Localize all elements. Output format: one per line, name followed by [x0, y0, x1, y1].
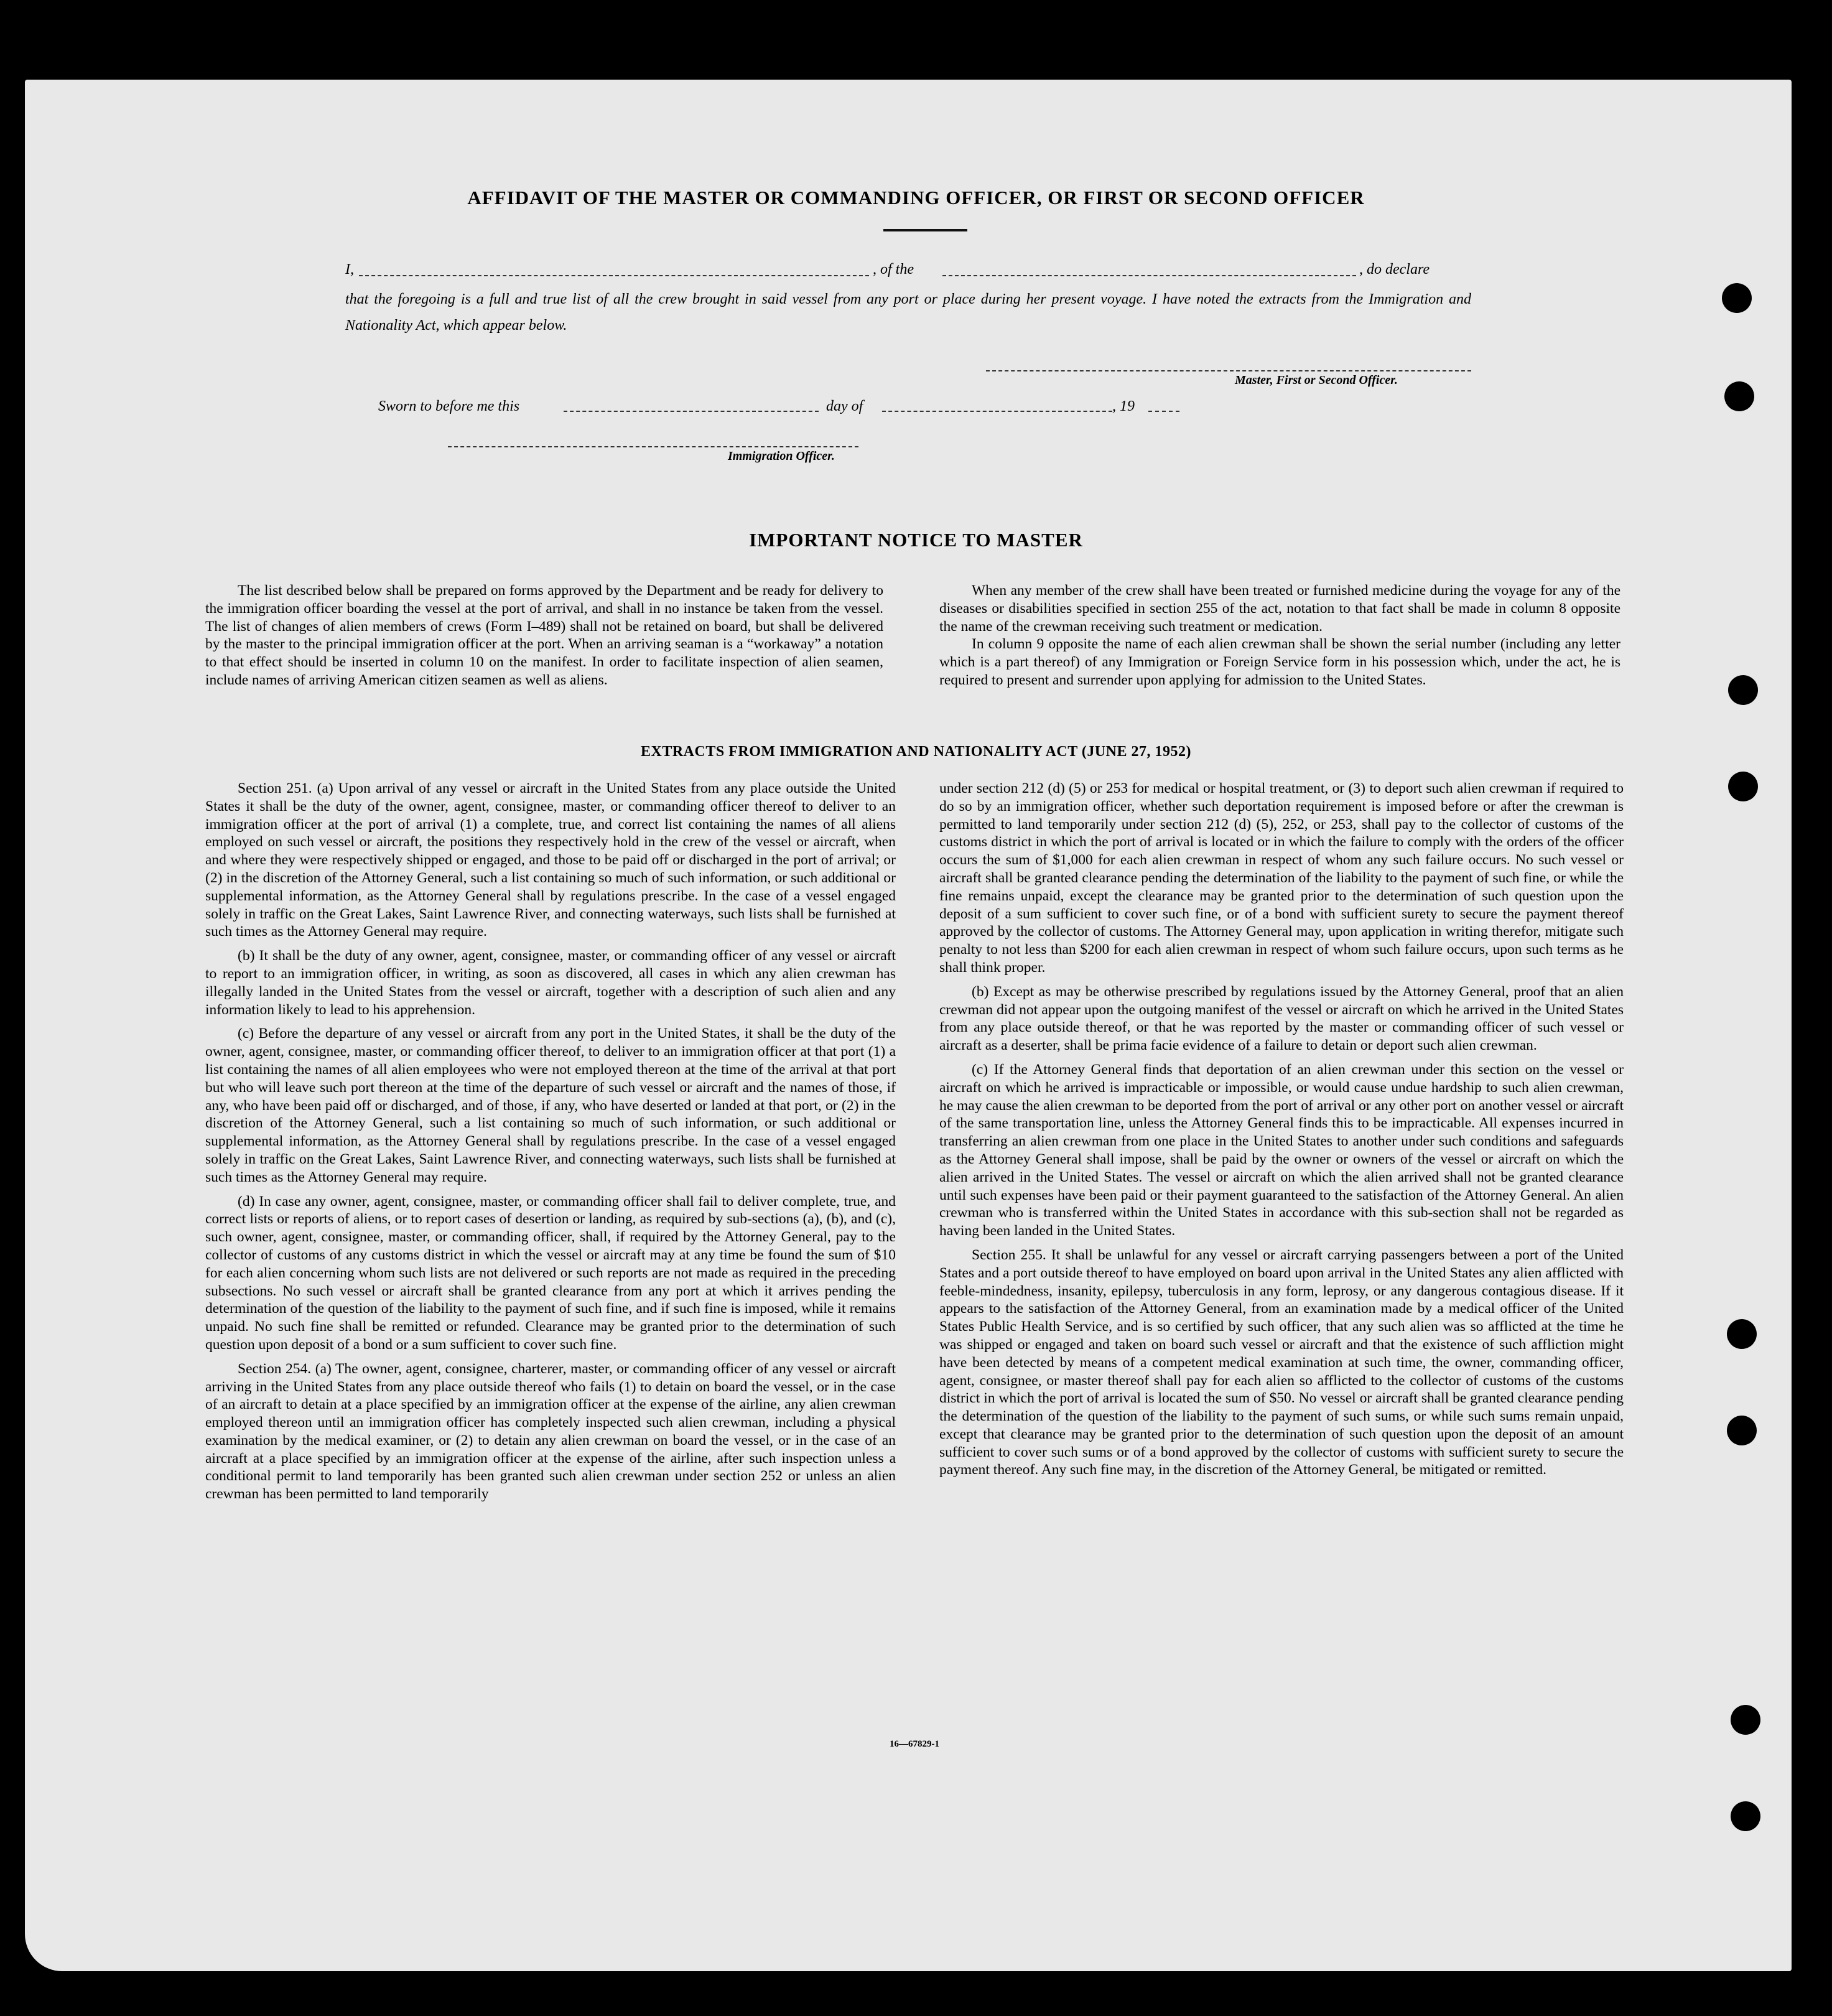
signature-label: Master, First or Second Officer. — [1235, 373, 1398, 387]
title-divider — [883, 229, 967, 231]
year-label: , 19 — [1112, 398, 1135, 414]
notice-paragraph: In column 9 opposite the name of each alien crewman shall be shown the serial number (including any letter which is a part thereof) of any Immigration or Foreign Service form in his possession which, under the act, he is required to present and surrender upon applying for admission to the United States. — [939, 636, 1620, 688]
form-number: 16—67829-1 — [890, 1739, 939, 1749]
extract-paragraph: under section 212 (d) (5) or 253 for medical or hospital treatment, or (3) to deport such alien crewman if required to do so by an immigration officer, whether such deportation requirement is imposed before or after the crewman is permitted to land temporarily under section 212 (d) (5), 252, or 253, shall pay to the collector of customs of the customs district in which the port of arrival is located or in which the failure to comply with the orders of the officer occurs the sum of $1,000 for each alien crewman in respect of whom any such failure occurs. No such vessel or aircraft shall be granted clearance pending the determination of the liability to the payment of such fine, or while the fine remains unpaid, except the clearance may be granted prior to the determination of such question upon the deposit of a sum sufficient to cover such fine, or of a bond with sufficient surety to secure the payment thereof approved by the collector of customs. The Attorney General may, upon application in writing therefor, mitigate such penalty to not less than $200 for each alien crewman in respect of whom such failure occurs, upon such terms as he shall think proper. — [939, 780, 1624, 976]
extract-paragraph: Section 254. (a) The owner, agent, consignee, charterer, master, or commanding officer of any vessel or aircraft arriving in the United States from any place outside thereof who fails (1) to detain on board the vessel, or in the case of an aircraft to detain at a place specified by an immigration officer at the expense of the airline, any alien crewman employed thereon until an immigration officer has completely inspected such alien crewman, including a physical examination by the medical examiner, or (2) to detain any alien crewman on board the vessel, or in the case of an aircraft at a place specified by an immigration officer at the expense of the airline, after such inspection unless a conditional permit to land temporarily has been granted such alien crewman under section 252 or unless an alien crewman has been permitted to land temporarily — [205, 1360, 896, 1503]
extract-paragraph: (b) It shall be the duty of any owner, agent, consignee, master, or commanding officer of any vessel or aircraft to report to an immigration officer, in writing, as soon as discovered, all cases in which any alien crewman has illegally landed in the United States from the vessel or aircraft, together with a description of such alien and any information likely to lead to his apprehension. — [205, 948, 896, 1018]
punch-hole — [1731, 1705, 1760, 1735]
date-field[interactable] — [564, 398, 819, 412]
notice-left-column — [205, 582, 883, 689]
year-field[interactable] — [1148, 398, 1179, 412]
punch-hole — [1728, 772, 1758, 801]
extract-paragraph: (c) If the Attorney General finds that deportation of an alien crewman under this section on the vessel or aircraft on which he arrived is impracticable or impossible, or would cause undue hardship to such alien crewman, he may cause the alien crewman to be deported from the port of arrival or any other port on another vessel or aircraft of the same transportation line, unless the Attorney General finds this to be impracticable. All expenses incurred in transferring an alien crewman from one place in the United States to another under such conditions and safeguards as the Attorney General shall impose, shall be paid by the owner or owners of the vessel or aircraft on which the alien arrived in the United States. The vessel or aircraft on which the alien arrived shall not be granted clearance until such expenses have been paid or their payment guaranteed to the satisfaction of the Attorney General. An alien crewman who is transferred within the United States in accordance with this sub-section shall not be regarded as having been landed in the United States. — [939, 1061, 1624, 1239]
punch-hole — [1724, 381, 1754, 411]
punch-hole — [1722, 283, 1752, 313]
notice-title: IMPORTANT NOTICE TO MASTER — [749, 529, 1083, 551]
sworn-label: Sworn to before me this — [378, 398, 520, 414]
extracts-title: EXTRACTS FROM IMMIGRATION AND NATIONALITY ACT (JUNE 27, 1952) — [641, 744, 1191, 760]
declaration-line — [345, 261, 1471, 286]
immigration-officer-field[interactable] — [448, 432, 858, 447]
extract-paragraph: (c) Before the departure of any vessel or aircraft from any port in the United States, it shall be the duty of the owner, agent, consignee, master, or commanding officer thereof, to deliver to an immigration officer at that port (1) a list containing the names of all alien employees who were not employed thereon at the time of the arrival at that port but who will leave such port thereon at the time of the departure of such vessel or aircraft and the names of those, if any, who have been paid off or discharged, and of those, if any, who have deserted or landed at that port, or (2) in the discretion of the Attorney General, such a list containing so much of such information, or such additional or supplemental information, as the Attorney General shall by regulations prescribe. In the case of a vessel engaged solely in traffic on the Great Lakes, Saint Lawrence River, and connecting waterways, such lists shall be furnished at such times as the Attorney General may require. — [205, 1025, 896, 1185]
extract-paragraph: (d) In case any owner, agent, consignee, master, or commanding officer shall fail to deliver complete, true, and correct lists or reports of aliens, or to report cases of desertion or landing, as required by sub-sections (a), (b), and (c), such owner, agent, consignee, master, or commanding officer, shall, if required by the Attorney General, pay to the collector of customs of any customs district in which the vessel or aircraft may at any time be found the sum of $10 for each alien concerning whom such lists are not delivered or such reports are not made as required in the preceding subsections. No such vessel or aircraft shall be granted clearance from any port at which it arrives pending the determination of the question of the liability to the payment of such fine, and if such fine is imposed, while it remains unpaid. No such fine shall be remitted or refunded. Clearance may be granted prior to the determination of such question upon deposit of a bond or a sum sufficient to cover such fine. — [205, 1193, 896, 1353]
declaration-text: that the foregoing is a full and true list of all the crew brought in said vessel from any port or place during her present voyage. I have noted the extracts from the Immigration and Nationality Act, which appear below. — [345, 291, 1471, 334]
extract-paragraph: Section 251. (a) Upon arrival of any vessel or aircraft in the United States from any place outside the United States it shall be the duty of the owner, agent, consignee, master, or commanding officer thereof to deliver to an immigration officer at the port of arrival (1) a complete, true, and correct list containing the names of all aliens employed on such vessel or aircraft, the positions they respectively hold in the crew of the vessel or aircraft, when and where they were respectively shipped or engaged, and those to be paid off or discharged in the port of arrival; or (2) in the discretion of the Attorney General, such a list containing so much of such information, or such additional or supplemental information, as the Attorney General shall by regulations prescribe. In the case of a vessel engaged solely in traffic on the Great Lakes, Saint Lawrence River, and connecting waterways, such lists shall be furnished at such times as the Attorney General may require. — [205, 780, 896, 940]
extract-paragraph: Section 255. It shall be unlawful for any vessel or aircraft carrying passengers between a port of the United States and a port outside thereof to have employed on board upon arrival in the United States any alien afflicted with feeble-mindedness, insanity, epilepsy, tuberculosis in any form, leprosy, or any dangerous contagious disease. If it appears to the satisfaction of the Attorney General, from an examination made by a medical officer of the United States Public Health Service, and is so certified by such officer, that any such alien was so afflicted at the time he was shipped or engaged and taken on board such vessel or aircraft and that the existence of such affliction might have been detected by means of a competent medical examination at such time, the owner, commanding officer, agent, consignee, or master thereof shall pay for each alien so afflicted to the collector of customs of the customs district in which the port of arrival is located the sum of $50. No vessel or aircraft shall be granted clearance pending the determination of the question of the liability to the payment of such sums, or while such sums remain unpaid, except that clearance may be granted prior to the determination of such question upon the deposit of an amount sufficient to cover such sums or of a bond approved by the collector of customs with sufficient surety to secure the payment thereof. Any such fine may, in the discretion of the Attorney General, be mitigated or remitted. — [939, 1246, 1624, 1478]
punch-hole — [1731, 1801, 1760, 1831]
affidavit-title: AFFIDAVIT OF THE MASTER OR COMMANDING OFFICER, OR FIRST OR SECOND OFFICER — [467, 187, 1365, 208]
notice-paragraph: The list described below shall be prepared on forms approved by the Department and be ready for delivery to the immigration officer boarding the vessel at the port of arrival, and shall in no instance be taken from the vessel. The list of changes of alien members of crews (Form I–489) shall not be retained on board, but shall be delivered by the master to the principal immigration officer at the port. When an arriving seaman is a “workaway” a notation to that effect should be inserted in column 10 on the manifest. In order to facilitate inspection of alien seamen, include names of arriving American citizen seamen as well as aliens. — [205, 582, 883, 688]
extract-paragraph: (b) Except as may be otherwise prescribed by regulations issued by the Attorney General, proof that an alien crewman did not appear upon the outgoing manifest of the vessel or aircraft on which he arrived in the United States from any place outside thereof, or that he was reported by the master or commanding officer of such vessel or aircraft as a deserter, shall be prima facie evidence of a failure to detain or deport such alien crewman. — [939, 983, 1624, 1054]
notice-right-column — [939, 582, 1620, 689]
notice-paragraph: When any member of the crew shall have been treated or furnished medicine during the voyage for any of the diseases or disabilities specified in section 255 of the act, notation to that fact shall be made in column 8 opposite the name of the crewman receiving such treatment or medication. — [939, 582, 1620, 635]
do-declare-label: , do declare — [1359, 261, 1430, 278]
i-label: I, — [345, 261, 354, 278]
extracts-right-column — [939, 780, 1624, 1485]
signature-field[interactable] — [986, 358, 1471, 371]
of-the-label: , of the — [873, 261, 914, 278]
month-field[interactable] — [882, 398, 1112, 412]
punch-hole — [1727, 1319, 1757, 1349]
vessel-field[interactable] — [942, 261, 1356, 276]
day-of-label: day of — [826, 398, 863, 414]
punch-hole — [1727, 1416, 1757, 1445]
sworn-line — [378, 398, 1187, 421]
extracts-left-column — [205, 780, 896, 1510]
immigration-officer-label: Immigration Officer. — [728, 449, 835, 463]
punch-hole — [1728, 675, 1758, 705]
name-field[interactable] — [359, 261, 869, 276]
